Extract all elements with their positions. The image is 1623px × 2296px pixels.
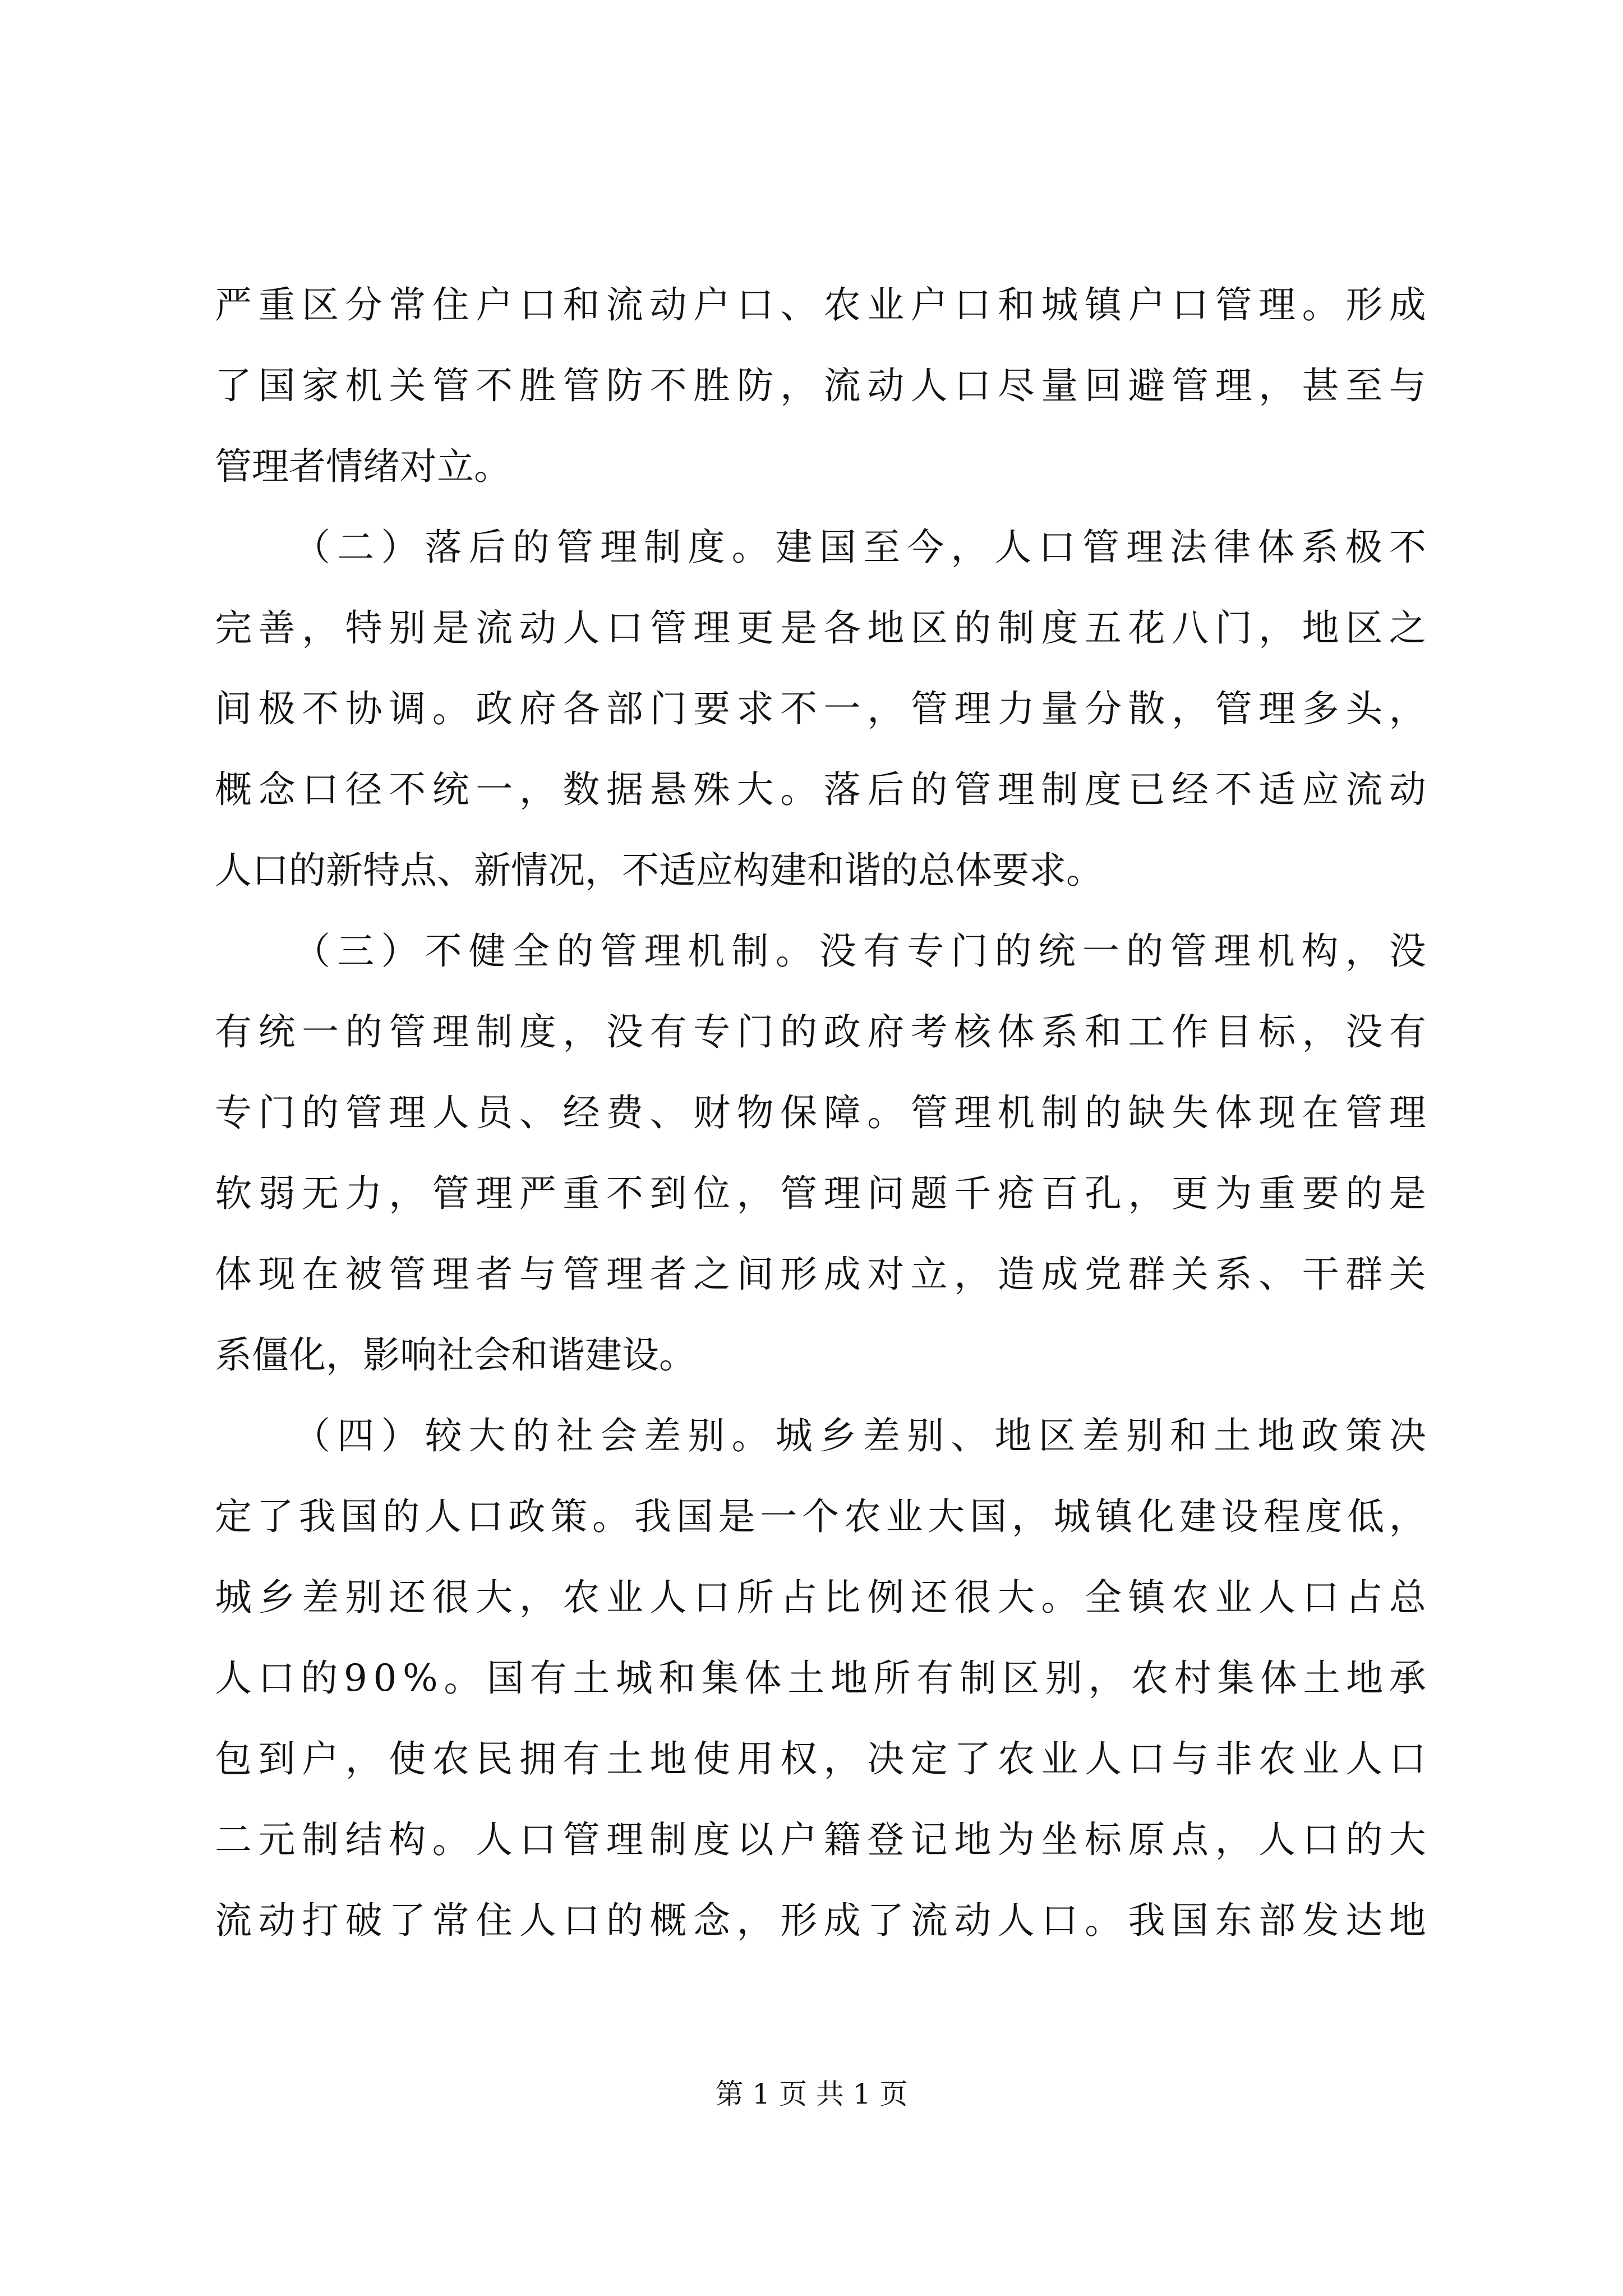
text-line: 流 动 打 破 了 常 住 人 口 的 概 念 ， 形 成 了 流 动 人 口 。 我 国 东 部 发 达 地	[215, 1899, 1426, 1942]
text-line: 人 口 的 9 0 % 。 国 有 土 城 和 集 体 土 地 所 有 制 区 别 ， 农 村 集 体 土 地 承	[215, 1657, 1426, 1700]
text-line: 二 元 制 结 构 。 人 口 管 理 制 度 以 户 籍 登 记 地 为 坐 标 原 点 ， 人 口 的 大	[215, 1818, 1426, 1861]
text-line: 包 到 户 ， 使 农 民 拥 有 土 地 使 用 权 ， 决 定 了 农 业 人 口 与 非 农 业 人 口	[215, 1737, 1426, 1780]
text-line: 严 重 区 分 常 住 户 口 和 流 动 户 口 、 农 业 户 口 和 城 镇 户 口 管 理 。 形 成	[215, 283, 1426, 326]
paragraph-heading-line: （ 三 ） 不 健 全 的 管 理 机 制 。 没 有 专 门 的 统 一 的 管 理 机 构 ， 没	[293, 930, 1426, 973]
text-line: 有 统 一 的 管 理 制 度 ， 没 有 专 门 的 政 府 考 核 体 系 和 工 作 目 标 ， 没 有	[215, 1010, 1426, 1053]
text-line: 完 善 ， 特 别 是 流 动 人 口 管 理 更 是 各 地 区 的 制 度 五 花 八 门 ， 地 区 之	[215, 606, 1426, 650]
text-line: 城 乡 差 别 还 很 大 ， 农 业 人 口 所 占 比 例 还 很 大 。 全 镇 农 业 人 口 占 总	[215, 1576, 1426, 1619]
page-footer	[0, 2074, 1623, 2114]
text-line: 人口的新特点、新情况，不适应构建和谐的总体要求。	[215, 849, 1103, 892]
text-line: 定 了 我 国 的 人 口 政 策 。 我 国 是 一 个 农 业 大 国 ， 城 镇 化 建 设 程 度 低 ，	[215, 1495, 1426, 1538]
text-line: 软 弱 无 力 ， 管 理 严 重 不 到 位 ， 管 理 问 题 千 疮 百 孔 ， 更 为 重 要 的 是	[215, 1172, 1426, 1215]
paragraph-heading-line: （ 二 ） 落 后 的 管 理 制 度 。 建 国 至 今 ， 人 口 管 理 法 律 体 系 极 不	[293, 526, 1426, 569]
text-line: 概 念 口 径 不 统 一 ， 数 据 悬 殊 大 。 落 后 的 管 理 制 度 已 经 不 适 应 流 动	[215, 768, 1426, 811]
paragraph-heading-line: （ 四 ） 较 大 的 社 会 差 别 。 城 乡 差 别 、 地 区 差 别 和 土 地 政 策 决	[293, 1414, 1426, 1457]
page-number-label: 第 1 页 共 1 页	[715, 2078, 908, 2110]
text-line: 系僵化，影响社会和谐建设。	[215, 1333, 696, 1377]
text-line: 体 现 在 被 管 理 者 与 管 理 者 之 间 形 成 对 立 ， 造 成 党 群 关 系 、 干 群 关	[215, 1253, 1426, 1296]
text-line: 管理者情绪对立。	[215, 445, 511, 488]
text-line: 专 门 的 管 理 人 员 、 经 费 、 财 物 保 障 。 管 理 机 制 的 缺 失 体 现 在 管 理	[215, 1091, 1426, 1134]
text-line: 了 国 家 机 关 管 不 胜 管 防 不 胜 防 ， 流 动 人 口 尽 量 回 避 管 理 ， 甚 至 与	[215, 364, 1426, 407]
text-line: 间 极 不 协 调 。 政 府 各 部 门 要 求 不 一 ， 管 理 力 量 分 散 ， 管 理 多 头 ，	[215, 687, 1426, 730]
document-body	[215, 265, 1426, 1961]
